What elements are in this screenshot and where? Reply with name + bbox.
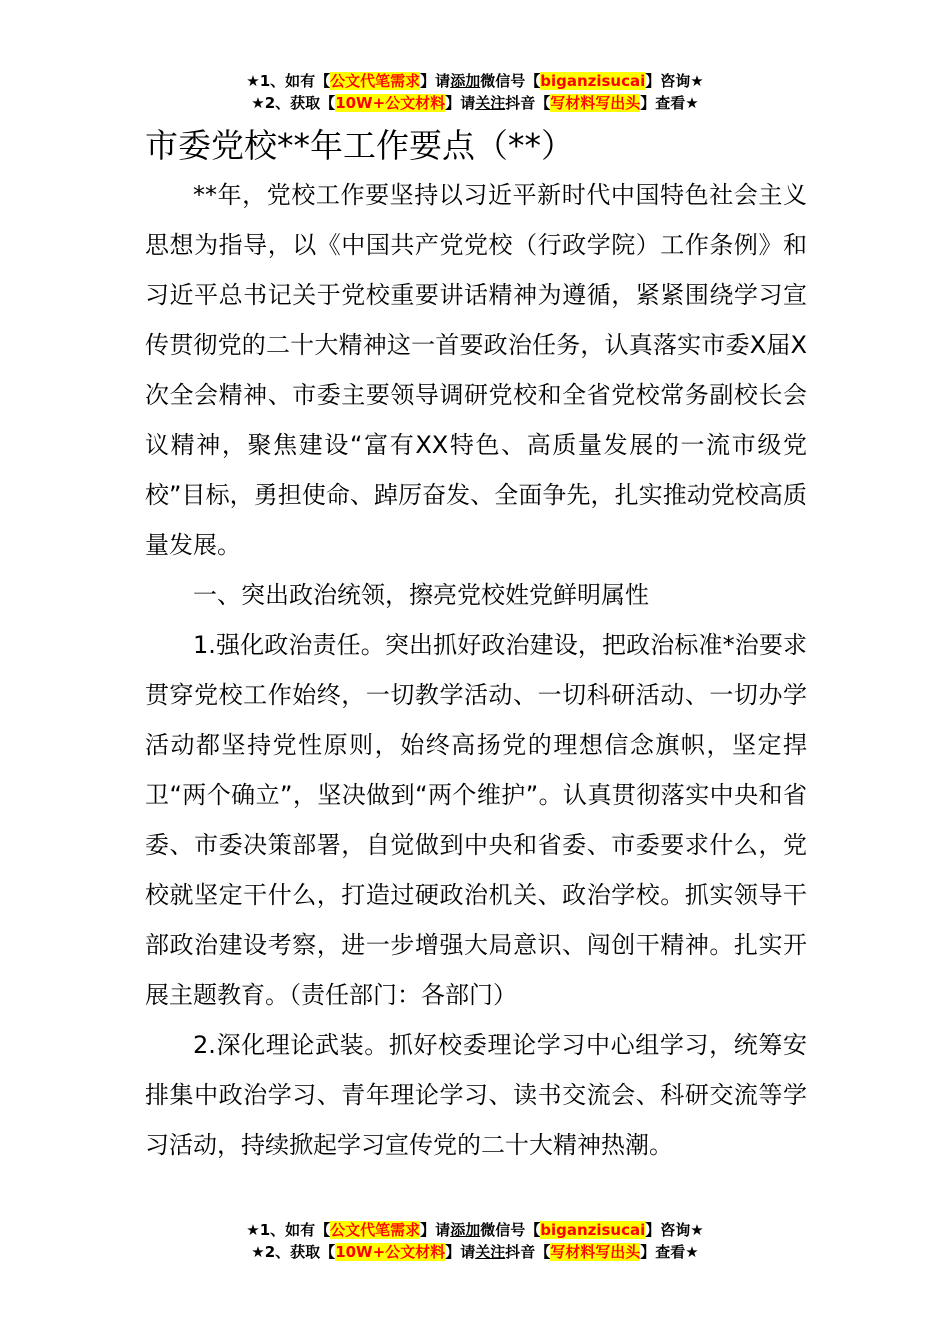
header-banner: [0, 70, 950, 114]
wechat-id-highlight: biganzisucai: [540, 1221, 646, 1239]
underlined-text: 添加: [450, 1221, 481, 1239]
banner-text: 】查看★: [640, 1243, 699, 1261]
banner-text: 抖音【: [505, 94, 551, 112]
banner-text: 微信号【: [480, 72, 541, 90]
banner-text: 】请: [420, 72, 451, 90]
section-heading: 一、突出政治统领，擦亮党校姓党鲜明属性: [193, 581, 649, 609]
document-title: 市委党校**年工作要点（**）: [145, 126, 574, 165]
banner-text: 】查看★: [640, 94, 699, 112]
intro-paragraph: **年，党校工作要坚持以习近平新时代中国特色社会主义思想为指导，以《中国共产党党校（行政学院）工作条例》和习近平总书记关于党校重要讲话精神为遵循，紧紧围绕学习宣传贯彻党的二十大精神这一首要政治任务，认真落实市委X届X次全会精神、市委主要领导调研党校和全省党校常务副校长会议精神，聚焦建设“富有XX特色、高质量发展的一流市级党校”目标，勇担使命、踔厉奋发、全面争先，扎实推动党校高质量发展。: [145, 181, 807, 559]
banner-line-2: [0, 92, 950, 114]
banner-text: 】请: [445, 94, 476, 112]
banner-text: ★2、获取【: [251, 1243, 336, 1261]
banner-text: 】请: [445, 1243, 476, 1261]
banner-text: ★2、获取【: [251, 94, 336, 112]
banner-text: 抖音【: [505, 1243, 551, 1261]
highlight-text: 公文代笔需求: [330, 1221, 421, 1239]
douyin-id-highlight: 写材料写出头: [550, 94, 641, 112]
banner-text: 微信号【: [480, 1221, 541, 1239]
underlined-text: 添加: [450, 72, 481, 90]
banner-text: ★1、如有【: [246, 1221, 331, 1239]
underlined-text: 关注: [475, 1243, 506, 1261]
footer-banner: [0, 1219, 950, 1263]
underlined-text: 关注: [475, 94, 506, 112]
item-paragraph-1: 1.强化政治责任。突出抓好政治建设，把政治标准*治要求贯穿党校工作始终，一切教学活动、一切科研活动、一切办学活动都坚持党性原则，始终高扬党的理想信念旗帜，坚定捍卫“两个确立”，坚决做到“两个维护”。认真贯彻落实中央和省委、市委决策部署，自觉做到中央和省委、市委要求什么，党校就坚定干什么，打造过硬政治机关、政治学校。抓实领导干部政治建设考察，进一步增强大局意识、闯创干精神。扎实开展主题教育。（责任部门：各部门）: [145, 631, 807, 1009]
banner-text: 】咨询★: [645, 72, 704, 90]
banner-line-2: [0, 1241, 950, 1263]
banner-text: 】咨询★: [645, 1221, 704, 1239]
wechat-id-highlight: biganzisucai: [540, 72, 646, 90]
banner-line-1: [0, 1219, 950, 1241]
highlight-text: 10W+公文材料: [335, 94, 446, 112]
douyin-id-highlight: 写材料写出头: [550, 1243, 641, 1261]
banner-line-1: [0, 70, 950, 92]
item-paragraph-2: 2.深化理论武装。抓好校委理论学习中心组学习，统筹安排集中政治学习、青年理论学习、读书交流会、科研交流等学习活动，持续掀起学习宣传党的二十大精神热潮。: [145, 1031, 807, 1159]
document-body: [145, 170, 807, 1170]
banner-text: 】请: [420, 1221, 451, 1239]
highlight-text: 公文代笔需求: [330, 72, 421, 90]
banner-text: ★1、如有【: [246, 72, 331, 90]
highlight-text: 10W+公文材料: [335, 1243, 446, 1261]
